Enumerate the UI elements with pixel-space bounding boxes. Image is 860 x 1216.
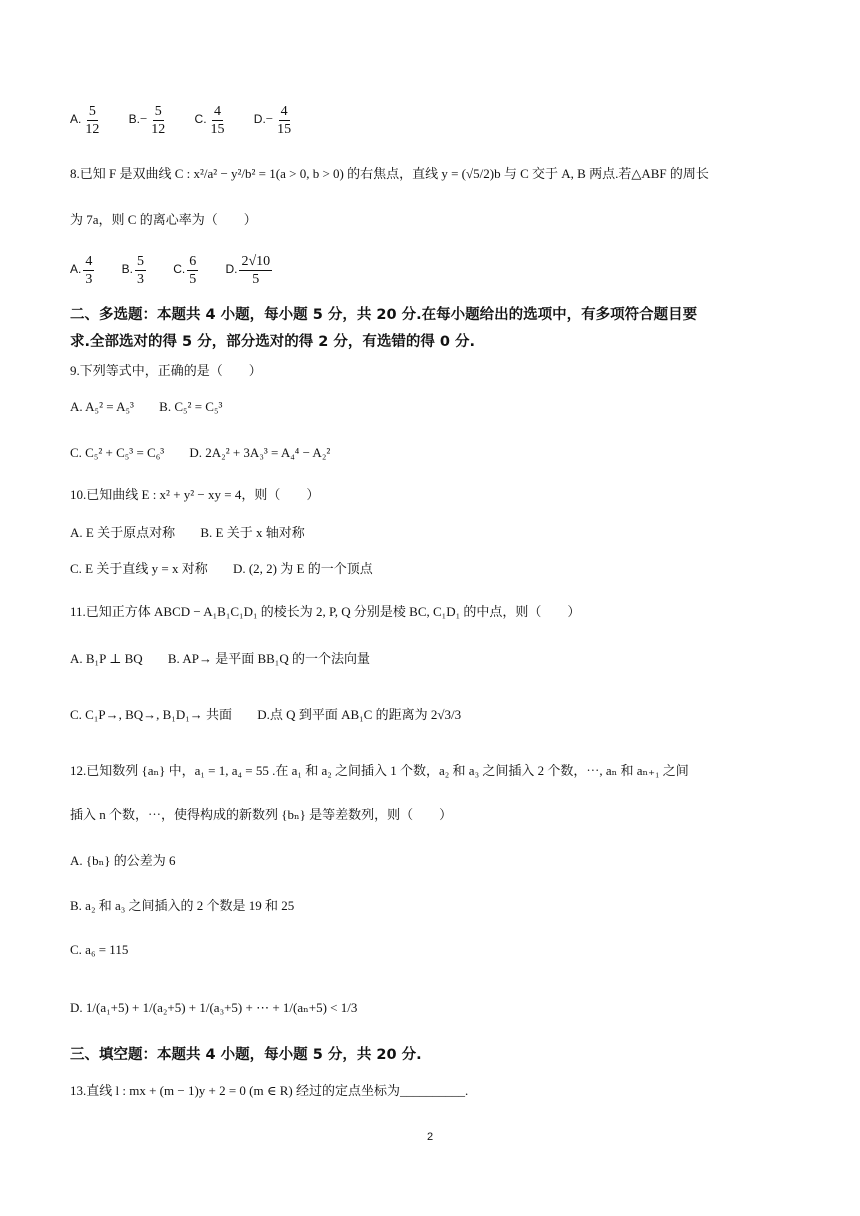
q7-option-a: A. $\frac{5}{12}$ xyxy=(70,103,100,137)
q9-option-b: B. C₅² = C₅³ xyxy=(159,399,223,415)
q11-option-a: A. B₁P ⊥ BQ xyxy=(70,651,143,667)
q10-options-row1 xyxy=(70,522,327,543)
q8-options xyxy=(70,246,296,290)
q9-options-row1 xyxy=(70,396,244,417)
q9-stem: 9.下列等式中，正确的是（ ） xyxy=(70,363,262,378)
q8-option-d: D. $\frac{2√10}{5}$ xyxy=(225,253,271,287)
q7-option-b: B.− $\frac{5}{12}$ xyxy=(128,103,166,137)
q9-option-a: A. A₅² = A₅³ xyxy=(70,399,134,415)
q12-stem-line2: 插入 n 个数，⋯，使得构成的新数列 {bₙ} 是等差数列，则（ ） xyxy=(70,807,453,822)
q11-option-b: B. AP→ 是平面 BB₁Q 的一个法向量 xyxy=(167,651,370,667)
page-number: 2 xyxy=(426,1131,434,1143)
q10-option-d: D. (2, 2) 为 E 的一个顶点 xyxy=(232,561,373,577)
q12-option-c: C. a₆ = 115 xyxy=(70,942,129,957)
section2-heading-line1: 二、多选题：本题共 4 小题，每小题 5 分，共 20 分.在每小题给出的选项中，有多项符合题目要 xyxy=(70,307,698,323)
q10-option-a: A. E 关于原点对称 xyxy=(70,525,176,541)
q11-option-d: D.点 Q 到平面 AB₁C 的距离为 2√3/3 xyxy=(257,707,462,723)
q11-option-c: C. C₁P→, BQ→, B₁D₁→ 共面 xyxy=(70,707,233,723)
q10-option-c: C. E 关于直线 y = x 对称 xyxy=(70,561,208,577)
q7-options xyxy=(70,98,317,138)
q10-stem: 10.已知曲线 E : x² + y² − xy = 4，则（ ） xyxy=(70,487,320,502)
q11-options-row1 xyxy=(70,648,392,669)
section3-heading: 三、填空题：本题共 4 小题，每小题 5 分，共 20 分. xyxy=(70,1047,422,1063)
q8-option-b: B. $\frac{5}{3}$ xyxy=(121,253,144,287)
q9-option-c: C. C₅² + C₅³ = C₆³ xyxy=(70,445,165,461)
q12-option-a: A. {bₙ} 的公差为 6 xyxy=(70,853,176,868)
q8-stem-line2: 为 7a，则 C 的离心率为（ ） xyxy=(70,212,257,227)
q8-stem-line1: 8.已知 F 是双曲线 C : x²/a² − y²/b² = 1(a > 0, b > 0) 的右焦点，直线 y = (√5/2)b 与 C 交于 A, B 两点.若△ABF 的周长 xyxy=(70,166,709,181)
q12-stem-line1: 12.已知数列 {aₙ} 中，a₁ = 1, a₄ = 55 .在 a₁ 和 a₂ 之间插入 1 个数，a₂ 和 a₃ 之间插入 2 个数，⋯, aₙ 和 aₙ₊₁ 之间 xyxy=(70,763,689,778)
q9-option-d: D. 2A₂² + 3A₃³ = A₄⁴ − A₂² xyxy=(189,445,331,461)
q12-option-d: D. 1/(a₁+5) + 1/(a₂+5) + 1/(a₃+5) + ⋯ + 1/(aₙ+5) < 1/3 xyxy=(70,1000,358,1015)
q7-option-d: D.− $\frac{4}{15}$ xyxy=(253,103,292,137)
q13-stem: 13.直线 l : mx + (m − 1)y + 2 = 0 (m ∈ R) 经过的定点坐标为__________. xyxy=(70,1083,469,1098)
q11-stem: 11.已知正方体 ABCD − A₁B₁C₁D₁ 的棱长为 2, P, Q 分别是棱 BC, C₁D₁ 的中点，则（ ） xyxy=(70,604,581,619)
q8-option-c: C. $\frac{6}{5}$ xyxy=(173,253,197,287)
q10-options-row2 xyxy=(70,558,395,579)
q11-options-row2 xyxy=(70,704,483,725)
q9-options-row2 xyxy=(70,442,352,463)
section2-heading-line2: 求.全部选对的得 5 分，部分选对的得 2 分，有选错的得 0 分. xyxy=(70,334,476,350)
q8-option-a: A. $\frac{4}{3}$ xyxy=(70,253,93,287)
q10-option-b: B. E 关于 x 轴对称 xyxy=(200,525,305,541)
q7-option-c: C. $\frac{4}{15}$ xyxy=(194,103,225,137)
q12-option-b: B. a₂ 和 a₃ 之间插入的 2 个数是 19 和 25 xyxy=(70,898,295,913)
